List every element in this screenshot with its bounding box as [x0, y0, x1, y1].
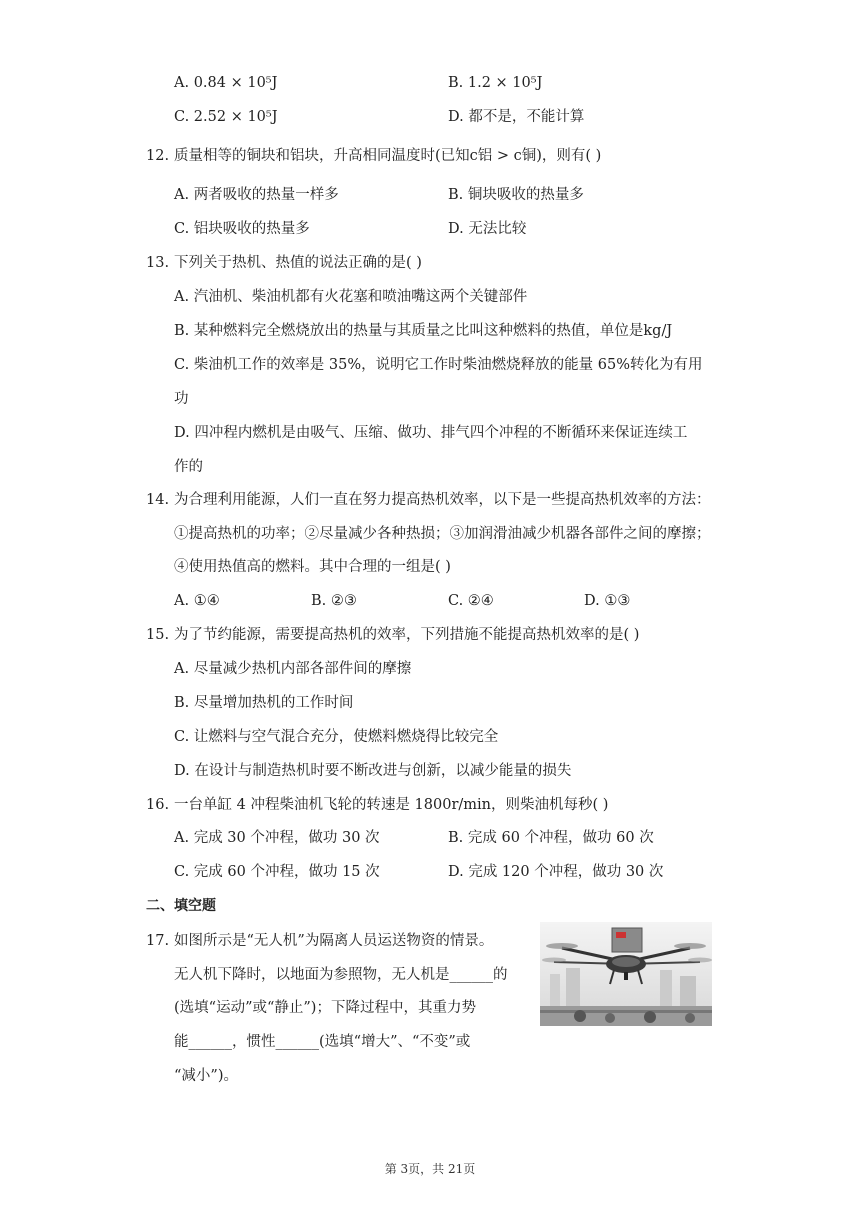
- section-heading-fill-blank: 二、填空题: [146, 898, 216, 914]
- q16-option-b: B. 完成 60 个冲程，做功 60 次: [448, 830, 654, 846]
- q14-option-c: C. ②④: [448, 593, 494, 609]
- q16-option-d: D. 完成 120 个冲程，做功 30 次: [448, 864, 664, 880]
- q14-stem-line2: ①提高热机的功率；②尽量减少各种热损；③加润滑油减少机器各部件之间的摩擦；: [174, 526, 711, 542]
- q16-stem: 一台单缸 4 冲程柴油机飞轮的转速是 1800r/min，则柴油机每秒( ): [174, 797, 609, 813]
- q15-stem: 为了节约能源，需要提高热机的效率，下列措施不能提高热机效率的是( ): [174, 627, 640, 643]
- q13-stem: 下列关于热机、热值的说法正确的是( ): [174, 255, 422, 271]
- q13-option-c-line2: 功: [174, 391, 189, 407]
- q11-option-c: C. 2.52 × 10⁵J: [174, 109, 278, 125]
- q13-option-c-line1: C. 柴油机工作的效率是 35%，说明它工作时柴油燃烧释放的能量 65%转化为有用: [174, 357, 703, 373]
- q13-option-d-line2: 作的: [174, 459, 203, 475]
- q12-option-a: A. 两者吸收的热量一样多: [174, 187, 339, 203]
- q11-option-b: B. 1.2 × 10⁵J: [448, 75, 543, 91]
- q17-line5: “减小”)。: [174, 1068, 238, 1084]
- drone-delivery-image: [540, 922, 712, 1026]
- q14-option-d: D. ①③: [584, 593, 631, 609]
- q12-stem: 质量相等的铜块和铝块，升高相同温度时(已知c铝 > c铜)，则有( ): [174, 148, 602, 164]
- q16-option-a: A. 完成 30 个冲程，做功 30 次: [174, 830, 380, 846]
- q13-number: 13.: [146, 255, 170, 271]
- q11-option-a: A. 0.84 × 10⁵J: [174, 75, 278, 91]
- q13-option-a: A. 汽油机、柴油机都有火花塞和喷油嘴这两个关键部件: [174, 289, 528, 305]
- q14-number: 14.: [146, 492, 170, 508]
- q15-number: 15.: [146, 627, 170, 643]
- q14-option-a: A. ①④: [174, 593, 220, 609]
- q13-option-d-line1: D. 四冲程内燃机是由吸气、压缩、做功、排气四个冲程的不断循环来保证连续工: [174, 425, 688, 441]
- q17-line3: (选填“运动”或“静止”)；下降过程中，其重力势: [174, 1000, 476, 1016]
- q15-option-d: D. 在设计与制造热机时要不断改进与创新，以减少能量的损失: [174, 763, 572, 779]
- q17-number: 17.: [146, 933, 170, 949]
- q12-option-d: D. 无法比较: [448, 221, 527, 237]
- q14-stem-line1: 为合理利用能源，人们一直在努力提高热机效率，以下是一些提高热机效率的方法：: [174, 492, 711, 508]
- q17-line1: 如图所示是“无人机”为隔离人员运送物资的情景。: [174, 933, 494, 949]
- q15-option-c: C. 让燃料与空气混合充分，使燃料燃烧得比较完全: [174, 729, 499, 745]
- q14-stem-line3: ④使用热值高的燃料。其中合理的一组是( ): [174, 559, 451, 575]
- q17-line2: 无人机下降时，以地面为参照物，无人机是______的: [174, 967, 508, 983]
- q16-number: 16.: [146, 797, 170, 813]
- q13-option-b: B. 某种燃料完全燃烧放出的热量与其质量之比叫这种燃料的热值，单位是kg/J: [174, 323, 673, 339]
- q15-option-b: B. 尽量增加热机的工作时间: [174, 695, 354, 711]
- q15-option-a: A. 尽量减少热机内部各部件间的摩擦: [174, 661, 412, 677]
- q16-option-c: C. 完成 60 个冲程，做功 15 次: [174, 864, 380, 880]
- q14-option-b: B. ②③: [311, 593, 357, 609]
- q11-option-d: D. 都不是，不能计算: [448, 109, 585, 125]
- q12-option-c: C. 铝块吸收的热量多: [174, 221, 310, 237]
- q17-line4: 能______，惯性______(选填“增大”、“不变”或: [174, 1034, 471, 1050]
- q12-number: 12.: [146, 148, 170, 164]
- page-footer: 第 3页，共 21页: [384, 1162, 476, 1176]
- q12-option-b: B. 铜块吸收的热量多: [448, 187, 584, 203]
